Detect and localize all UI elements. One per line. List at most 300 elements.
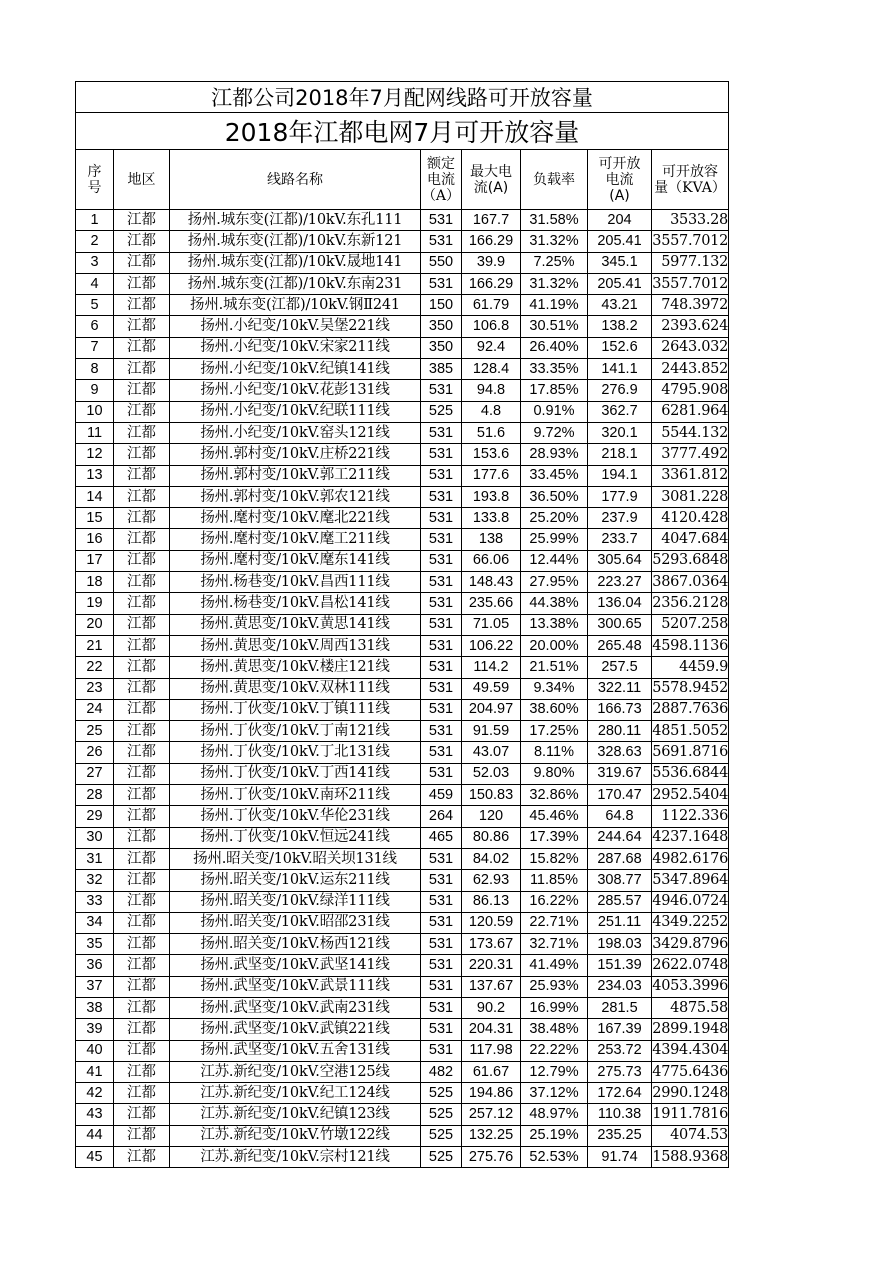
- cell-area: 江都: [114, 508, 170, 529]
- cell-line-name: 扬州.小纪变/10kV.吴堡221线: [170, 316, 421, 337]
- cell-max-current: 133.8: [462, 508, 521, 529]
- cell-max-current: 120: [462, 806, 521, 827]
- cell-max-current: 193.8: [462, 486, 521, 507]
- cell-index: 13: [76, 465, 114, 486]
- cell-line-name: 扬州.丁伙变/10kV.丁西141线: [170, 763, 421, 784]
- cell-open-capacity: 2899.1948: [652, 1019, 729, 1040]
- cell-index: 34: [76, 912, 114, 933]
- cell-index: 12: [76, 444, 114, 465]
- cell-area: 江都: [114, 1083, 170, 1104]
- cell-load-rate: 17.39%: [521, 827, 588, 848]
- cell-load-rate: 22.22%: [521, 1040, 588, 1061]
- cell-open-capacity: 4047.684: [652, 529, 729, 550]
- cell-index: 19: [76, 593, 114, 614]
- table-row: [76, 1147, 729, 1168]
- cell-open-current: 136.04: [588, 593, 652, 614]
- cell-rated-current: 531: [421, 593, 462, 614]
- cell-max-current: 62.93: [462, 870, 521, 891]
- cell-open-capacity: 5536.6844: [652, 763, 729, 784]
- cell-open-capacity: 4394.4304: [652, 1040, 729, 1061]
- table-row: [76, 934, 729, 955]
- cell-line-name: 扬州.杨巷变/10kV.昌西111线: [170, 572, 421, 593]
- cell-index: 18: [76, 572, 114, 593]
- cell-index: 25: [76, 721, 114, 742]
- table-row: [76, 295, 729, 316]
- cell-load-rate: 16.99%: [521, 997, 588, 1018]
- cell-max-current: 117.98: [462, 1040, 521, 1061]
- cell-load-rate: 30.51%: [521, 316, 588, 337]
- cell-max-current: 148.43: [462, 572, 521, 593]
- cell-line-name: 扬州.武坚变/10kV.武坚141线: [170, 955, 421, 976]
- sheet-subtitle: 2018年江都电网7月可开放容量: [76, 113, 729, 150]
- cell-open-capacity: 4074.53: [652, 1125, 729, 1146]
- cell-index: 1: [76, 210, 114, 231]
- cell-index: 7: [76, 337, 114, 358]
- cell-rated-current: 531: [421, 976, 462, 997]
- cell-max-current: 90.2: [462, 997, 521, 1018]
- cell-open-capacity: 6281.964: [652, 401, 729, 422]
- cell-open-capacity: 5207.258: [652, 614, 729, 635]
- cell-index: 6: [76, 316, 114, 337]
- cell-open-current: 285.57: [588, 891, 652, 912]
- cell-line-name: 扬州.黄思变/10kV.周西131线: [170, 635, 421, 656]
- cell-area: 江都: [114, 806, 170, 827]
- cell-open-current: 64.8: [588, 806, 652, 827]
- cell-rated-current: 531: [421, 444, 462, 465]
- cell-open-current: 251.11: [588, 912, 652, 933]
- table-row: [76, 550, 729, 571]
- cell-area: 江都: [114, 976, 170, 997]
- header-row: [76, 150, 729, 210]
- cell-open-current: 362.7: [588, 401, 652, 422]
- cell-load-rate: 31.32%: [521, 273, 588, 294]
- cell-open-current: 172.64: [588, 1083, 652, 1104]
- cell-area: 江都: [114, 1061, 170, 1082]
- cell-rated-current: 531: [421, 657, 462, 678]
- table-row: [76, 955, 729, 976]
- cell-open-current: 237.9: [588, 508, 652, 529]
- cell-rated-current: 482: [421, 1061, 462, 1082]
- cell-rated-current: 531: [421, 635, 462, 656]
- cell-area: 江都: [114, 1019, 170, 1040]
- cell-area: 江都: [114, 422, 170, 443]
- cell-area: 江都: [114, 316, 170, 337]
- cell-open-current: 257.5: [588, 657, 652, 678]
- cell-rated-current: 531: [421, 848, 462, 869]
- cell-max-current: 235.66: [462, 593, 521, 614]
- table-row: [76, 572, 729, 593]
- cell-rated-current: 525: [421, 1083, 462, 1104]
- cell-max-current: 66.06: [462, 550, 521, 571]
- cell-line-name: 扬州.丁伙变/10kV.丁北131线: [170, 742, 421, 763]
- cell-open-capacity: 4851.5052: [652, 721, 729, 742]
- cell-rated-current: 525: [421, 1125, 462, 1146]
- cell-rated-current: 531: [421, 572, 462, 593]
- cell-line-name: 扬州.武坚变/10kV.五舍131线: [170, 1040, 421, 1061]
- cell-rated-current: 465: [421, 827, 462, 848]
- cell-open-capacity: 4946.0724: [652, 891, 729, 912]
- table-row: [76, 699, 729, 720]
- cell-index: 8: [76, 359, 114, 380]
- table-row: [76, 678, 729, 699]
- cell-open-current: 265.48: [588, 635, 652, 656]
- cell-rated-current: 531: [421, 934, 462, 955]
- cell-max-current: 114.2: [462, 657, 521, 678]
- table-row: [76, 1104, 729, 1125]
- cell-line-name: 扬州.黄思变/10kV.双林111线: [170, 678, 421, 699]
- table-row: [76, 827, 729, 848]
- cell-load-rate: 48.97%: [521, 1104, 588, 1125]
- cell-load-rate: 25.19%: [521, 1125, 588, 1146]
- cell-max-current: 61.67: [462, 1061, 521, 1082]
- cell-max-current: 120.59: [462, 912, 521, 933]
- cell-area: 江都: [114, 912, 170, 933]
- header-area: 地区: [114, 150, 170, 210]
- cell-open-capacity: 4598.1136: [652, 635, 729, 656]
- cell-area: 江都: [114, 465, 170, 486]
- cell-open-current: 167.39: [588, 1019, 652, 1040]
- cell-rated-current: 531: [421, 614, 462, 635]
- cell-max-current: 132.25: [462, 1125, 521, 1146]
- cell-open-capacity: 4775.6436: [652, 1061, 729, 1082]
- cell-open-capacity: 4349.2252: [652, 912, 729, 933]
- cell-open-current: 275.73: [588, 1061, 652, 1082]
- cell-open-capacity: 4237.1648: [652, 827, 729, 848]
- cell-rated-current: 531: [421, 721, 462, 742]
- cell-rated-current: 531: [421, 997, 462, 1018]
- cell-area: 江都: [114, 699, 170, 720]
- cell-rated-current: 531: [421, 912, 462, 933]
- cell-area: 江都: [114, 721, 170, 742]
- cell-index: 27: [76, 763, 114, 784]
- cell-line-name: 扬州.杨巷变/10kV.昌松141线: [170, 593, 421, 614]
- capacity-table: [75, 81, 729, 1168]
- cell-open-current: 320.1: [588, 422, 652, 443]
- cell-index: 26: [76, 742, 114, 763]
- cell-open-current: 177.9: [588, 486, 652, 507]
- cell-area: 江都: [114, 529, 170, 550]
- cell-rated-current: 531: [421, 422, 462, 443]
- cell-max-current: 257.12: [462, 1104, 521, 1125]
- table-row: [76, 337, 729, 358]
- cell-max-current: 204.97: [462, 699, 521, 720]
- cell-area: 江都: [114, 1104, 170, 1125]
- cell-line-name: 江苏.新纪变/10kV.纪镇123线: [170, 1104, 421, 1125]
- cell-line-name: 扬州.丁伙变/10kV.华伦231线: [170, 806, 421, 827]
- cell-rated-current: 531: [421, 742, 462, 763]
- cell-open-current: 253.72: [588, 1040, 652, 1061]
- cell-open-capacity: 5347.8964: [652, 870, 729, 891]
- cell-load-rate: 21.51%: [521, 657, 588, 678]
- cell-rated-current: 385: [421, 359, 462, 380]
- cell-line-name: 扬州.黄思变/10kV.黄思141线: [170, 614, 421, 635]
- cell-open-current: 280.11: [588, 721, 652, 742]
- cell-max-current: 150.83: [462, 785, 521, 806]
- table-row: [76, 848, 729, 869]
- cell-index: 39: [76, 1019, 114, 1040]
- cell-index: 42: [76, 1083, 114, 1104]
- cell-load-rate: 28.93%: [521, 444, 588, 465]
- table-row: [76, 742, 729, 763]
- table-row: [76, 1125, 729, 1146]
- cell-open-current: 218.1: [588, 444, 652, 465]
- cell-open-capacity: 5977.132: [652, 252, 729, 273]
- cell-open-capacity: 2887.7636: [652, 699, 729, 720]
- cell-index: 11: [76, 422, 114, 443]
- cell-line-name: 扬州.城东变(江都)/10kV.东孔111: [170, 210, 421, 231]
- cell-max-current: 49.59: [462, 678, 521, 699]
- cell-load-rate: 38.60%: [521, 699, 588, 720]
- cell-max-current: 204.31: [462, 1019, 521, 1040]
- cell-load-rate: 26.40%: [521, 337, 588, 358]
- cell-load-rate: 12.44%: [521, 550, 588, 571]
- cell-index: 4: [76, 273, 114, 294]
- cell-open-current: 91.74: [588, 1147, 652, 1168]
- cell-open-capacity: 4120.428: [652, 508, 729, 529]
- table-row: [76, 210, 729, 231]
- cell-max-current: 94.8: [462, 380, 521, 401]
- cell-index: 30: [76, 827, 114, 848]
- cell-index: 32: [76, 870, 114, 891]
- cell-open-capacity: 2443.852: [652, 359, 729, 380]
- cell-open-current: 319.67: [588, 763, 652, 784]
- cell-open-capacity: 1588.9368: [652, 1147, 729, 1168]
- cell-open-current: 322.11: [588, 678, 652, 699]
- cell-load-rate: 11.85%: [521, 870, 588, 891]
- cell-area: 江都: [114, 444, 170, 465]
- cell-open-capacity: 1122.336: [652, 806, 729, 827]
- cell-load-rate: 33.35%: [521, 359, 588, 380]
- cell-max-current: 106.22: [462, 635, 521, 656]
- cell-line-name: 扬州.昭关变/10kV.昭邵231线: [170, 912, 421, 933]
- cell-open-current: 345.1: [588, 252, 652, 273]
- table-row: [76, 529, 729, 550]
- cell-open-capacity: 3777.492: [652, 444, 729, 465]
- cell-open-current: 166.73: [588, 699, 652, 720]
- cell-open-capacity: 2393.624: [652, 316, 729, 337]
- cell-area: 江都: [114, 572, 170, 593]
- cell-index: 40: [76, 1040, 114, 1061]
- table-row: [76, 273, 729, 294]
- header-rated-current: 额定 电流 （A）: [421, 150, 462, 210]
- cell-area: 江都: [114, 252, 170, 273]
- cell-line-name: 扬州.武坚变/10kV.武南231线: [170, 997, 421, 1018]
- cell-open-current: 233.7: [588, 529, 652, 550]
- cell-rated-current: 531: [421, 486, 462, 507]
- cell-open-current: 205.41: [588, 273, 652, 294]
- cell-open-capacity: 3557.7012: [652, 231, 729, 252]
- header-open-current: 可开放 电流 (A): [588, 150, 652, 210]
- cell-rated-current: 531: [421, 465, 462, 486]
- table-row: [76, 401, 729, 422]
- table-row: [76, 635, 729, 656]
- cell-open-current: 244.64: [588, 827, 652, 848]
- table-row: [76, 465, 729, 486]
- cell-rated-current: 531: [421, 955, 462, 976]
- cell-line-name: 扬州.麾村变/10kV.麾工211线: [170, 529, 421, 550]
- cell-load-rate: 20.00%: [521, 635, 588, 656]
- header-max-current: 最大电 流(A): [462, 150, 521, 210]
- cell-open-capacity: 3429.8796: [652, 934, 729, 955]
- cell-line-name: 江苏.新纪变/10kV.宗村121线: [170, 1147, 421, 1168]
- cell-rated-current: 531: [421, 870, 462, 891]
- cell-max-current: 166.29: [462, 231, 521, 252]
- table-row: [76, 486, 729, 507]
- cell-load-rate: 8.11%: [521, 742, 588, 763]
- cell-line-name: 扬州.麾村变/10kV.麾东141线: [170, 550, 421, 571]
- cell-area: 江都: [114, 657, 170, 678]
- cell-open-capacity: 5691.8716: [652, 742, 729, 763]
- cell-load-rate: 36.50%: [521, 486, 588, 507]
- cell-open-current: 43.21: [588, 295, 652, 316]
- cell-line-name: 扬州.丁伙变/10kV.丁镇111线: [170, 699, 421, 720]
- cell-load-rate: 15.82%: [521, 848, 588, 869]
- cell-load-rate: 25.20%: [521, 508, 588, 529]
- cell-max-current: 4.8: [462, 401, 521, 422]
- cell-index: 35: [76, 934, 114, 955]
- cell-load-rate: 25.93%: [521, 976, 588, 997]
- cell-rated-current: 531: [421, 699, 462, 720]
- cell-line-name: 扬州.小纪变/10kV.纪镇141线: [170, 359, 421, 380]
- cell-line-name: 扬州.郭村变/10kV.郭工211线: [170, 465, 421, 486]
- table-row: [76, 806, 729, 827]
- cell-line-name: 扬州.昭关变/10kV.运东211线: [170, 870, 421, 891]
- table-body: [76, 210, 729, 1168]
- cell-line-name: 扬州.昭关变/10kV.昭关坝131线: [170, 848, 421, 869]
- cell-index: 29: [76, 806, 114, 827]
- cell-max-current: 194.86: [462, 1083, 521, 1104]
- cell-load-rate: 17.25%: [521, 721, 588, 742]
- table-row: [76, 593, 729, 614]
- cell-line-name: 扬州.昭关变/10kV.杨西121线: [170, 934, 421, 955]
- cell-index: 15: [76, 508, 114, 529]
- cell-load-rate: 9.34%: [521, 678, 588, 699]
- header-line-name: 线路名称: [170, 150, 421, 210]
- cell-index: 37: [76, 976, 114, 997]
- cell-max-current: 167.7: [462, 210, 521, 231]
- cell-open-capacity: 4982.6176: [652, 848, 729, 869]
- cell-line-name: 扬州.小纪变/10kV.窑头121线: [170, 422, 421, 443]
- cell-max-current: 61.79: [462, 295, 521, 316]
- cell-index: 24: [76, 699, 114, 720]
- cell-open-current: 138.2: [588, 316, 652, 337]
- cell-line-name: 扬州.城东变(江都)/10kV.晟地141: [170, 252, 421, 273]
- cell-open-current: 234.03: [588, 976, 652, 997]
- cell-line-name: 扬州.武坚变/10kV.武景111线: [170, 976, 421, 997]
- table-row: [76, 976, 729, 997]
- cell-rated-current: 531: [421, 1019, 462, 1040]
- cell-open-current: 151.39: [588, 955, 652, 976]
- table-row: [76, 252, 729, 273]
- cell-load-rate: 27.95%: [521, 572, 588, 593]
- cell-line-name: 扬州.武坚变/10kV.武镇221线: [170, 1019, 421, 1040]
- cell-index: 44: [76, 1125, 114, 1146]
- cell-rated-current: 550: [421, 252, 462, 273]
- cell-open-capacity: 4795.908: [652, 380, 729, 401]
- cell-rated-current: 531: [421, 273, 462, 294]
- cell-area: 江都: [114, 891, 170, 912]
- cell-area: 江都: [114, 934, 170, 955]
- cell-index: 17: [76, 550, 114, 571]
- cell-load-rate: 17.85%: [521, 380, 588, 401]
- cell-load-rate: 32.86%: [521, 785, 588, 806]
- table-row: [76, 763, 729, 784]
- cell-open-capacity: 2990.1248: [652, 1083, 729, 1104]
- cell-area: 江都: [114, 635, 170, 656]
- cell-index: 41: [76, 1061, 114, 1082]
- header-open-capacity: 可开放容 量（KVA）: [652, 150, 729, 210]
- cell-area: 江都: [114, 742, 170, 763]
- cell-load-rate: 31.58%: [521, 210, 588, 231]
- cell-area: 江都: [114, 870, 170, 891]
- cell-load-rate: 38.48%: [521, 1019, 588, 1040]
- table-row: [76, 1061, 729, 1082]
- cell-rated-current: 525: [421, 1104, 462, 1125]
- cell-area: 江都: [114, 550, 170, 571]
- cell-max-current: 275.76: [462, 1147, 521, 1168]
- table-row: [76, 870, 729, 891]
- cell-area: 江都: [114, 210, 170, 231]
- cell-load-rate: 0.91%: [521, 401, 588, 422]
- cell-index: 16: [76, 529, 114, 550]
- cell-open-current: 287.68: [588, 848, 652, 869]
- cell-open-capacity: 2643.032: [652, 337, 729, 358]
- cell-area: 江都: [114, 231, 170, 252]
- cell-rated-current: 350: [421, 337, 462, 358]
- title-row: [76, 82, 729, 113]
- cell-line-name: 扬州.郭村变/10kV.郭农121线: [170, 486, 421, 507]
- cell-load-rate: 16.22%: [521, 891, 588, 912]
- cell-open-capacity: 1911.7816: [652, 1104, 729, 1125]
- cell-index: 2: [76, 231, 114, 252]
- cell-area: 江都: [114, 678, 170, 699]
- cell-index: 22: [76, 657, 114, 678]
- cell-rated-current: 531: [421, 678, 462, 699]
- cell-index: 45: [76, 1147, 114, 1168]
- cell-line-name: 扬州.丁伙变/10kV.丁南121线: [170, 721, 421, 742]
- cell-rated-current: 531: [421, 550, 462, 571]
- cell-line-name: 扬州.麾村变/10kV.麾北221线: [170, 508, 421, 529]
- cell-max-current: 173.67: [462, 934, 521, 955]
- cell-open-capacity: 5578.9452: [652, 678, 729, 699]
- table-row: [76, 231, 729, 252]
- cell-max-current: 166.29: [462, 273, 521, 294]
- cell-line-name: 江苏.新纪变/10kV.纪工124线: [170, 1083, 421, 1104]
- cell-load-rate: 22.71%: [521, 912, 588, 933]
- table-row: [76, 1019, 729, 1040]
- cell-index: 9: [76, 380, 114, 401]
- cell-open-current: 110.38: [588, 1104, 652, 1125]
- cell-rated-current: 531: [421, 891, 462, 912]
- cell-load-rate: 45.46%: [521, 806, 588, 827]
- cell-open-capacity: 3557.7012: [652, 273, 729, 294]
- cell-index: 14: [76, 486, 114, 507]
- cell-load-rate: 33.45%: [521, 465, 588, 486]
- cell-index: 23: [76, 678, 114, 699]
- cell-area: 江都: [114, 380, 170, 401]
- cell-rated-current: 150: [421, 295, 462, 316]
- cell-load-rate: 31.32%: [521, 231, 588, 252]
- cell-max-current: 92.4: [462, 337, 521, 358]
- cell-open-capacity: 5293.6848: [652, 550, 729, 571]
- table-row: [76, 785, 729, 806]
- table-row: [76, 997, 729, 1018]
- cell-index: 33: [76, 891, 114, 912]
- cell-load-rate: 32.71%: [521, 934, 588, 955]
- cell-load-rate: 12.79%: [521, 1061, 588, 1082]
- table-row: [76, 1040, 729, 1061]
- table-row: [76, 444, 729, 465]
